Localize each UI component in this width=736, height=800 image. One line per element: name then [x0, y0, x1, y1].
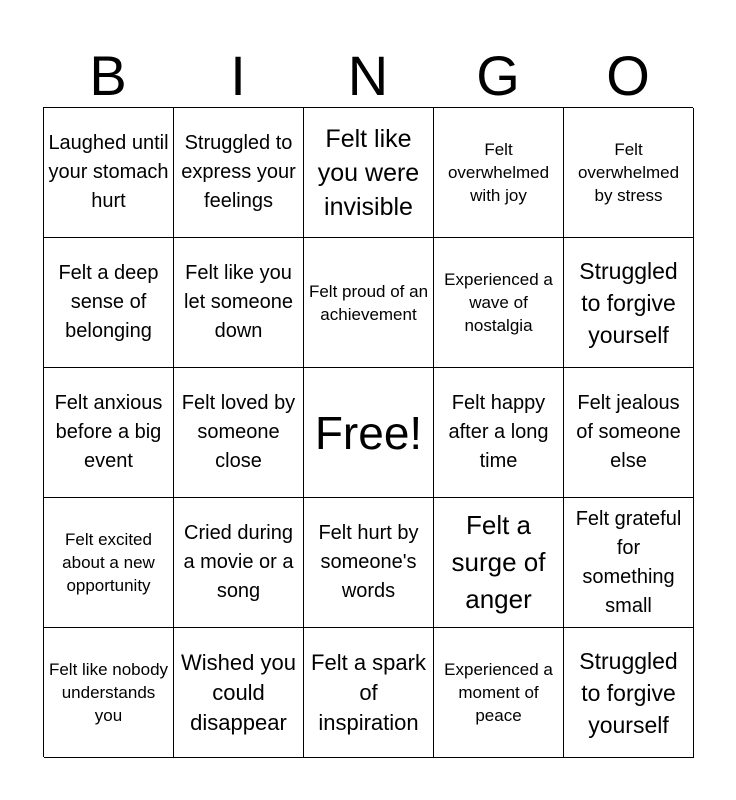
header-letter-o: O	[606, 44, 650, 107]
bingo-cell[interactable]	[44, 238, 174, 368]
bingo-cell[interactable]	[564, 238, 694, 368]
bingo-cell-text: Felt hurt by someone's words	[318, 522, 419, 602]
bingo-cell-text: Free!	[314, 406, 423, 459]
bingo-cell-text: Felt overwhelmed by stress	[577, 140, 680, 205]
bingo-cell[interactable]	[44, 368, 174, 498]
bingo-cell-text: Laughed until your stomach hurt	[48, 132, 169, 212]
bingo-cell-text: Felt a surge of anger	[451, 510, 546, 614]
bingo-cell[interactable]	[304, 238, 434, 368]
bingo-cell[interactable]	[174, 108, 304, 238]
header-letter-n: N	[347, 44, 389, 107]
bingo-cell[interactable]	[304, 628, 434, 758]
header-letter-g: G	[476, 44, 520, 107]
bingo-cell-text: Felt happy after a long time	[448, 392, 549, 472]
bingo-cell[interactable]	[564, 368, 694, 498]
bingo-cell[interactable]	[434, 628, 564, 758]
bingo-cell[interactable]	[174, 628, 304, 758]
bingo-cell-text: Felt jealous of someone else	[576, 392, 681, 472]
bingo-cell[interactable]	[564, 498, 694, 628]
bingo-cell-text: Felt grateful for something small	[575, 507, 682, 617]
bingo-cell-text: Felt anxious before a big event	[54, 392, 163, 472]
bingo-cell[interactable]	[44, 108, 174, 238]
bingo-cell-text: Experienced a wave of nostalgia	[444, 270, 553, 335]
bingo-cell[interactable]	[434, 108, 564, 238]
header-letter-b: B	[89, 44, 127, 107]
bingo-cell[interactable]	[304, 108, 434, 238]
bingo-cell-text: Felt proud of an achievement	[308, 281, 429, 324]
bingo-cell[interactable]	[434, 238, 564, 368]
bingo-cell-text: Felt a deep sense of belonging	[58, 262, 159, 342]
bingo-cell-text: Felt excited about a new opportunity	[62, 530, 155, 595]
bingo-cell[interactable]	[44, 498, 174, 628]
bingo-cell[interactable]	[564, 108, 694, 238]
bingo-cell[interactable]	[434, 368, 564, 498]
free-space-cell[interactable]	[304, 368, 434, 498]
bingo-grid	[43, 107, 693, 757]
bingo-cell-text: Felt a spark of inspiration	[311, 649, 426, 735]
bingo-cell[interactable]	[434, 498, 564, 628]
bingo-cell[interactable]	[44, 628, 174, 758]
bingo-cell[interactable]	[564, 628, 694, 758]
bingo-cell-text: Felt loved by someone close	[181, 392, 296, 472]
bingo-cell[interactable]	[174, 238, 304, 368]
bingo-cell-text: Experienced a moment of peace	[444, 660, 553, 725]
bingo-header	[43, 44, 693, 108]
bingo-cell-text: Cried during a movie or a song	[183, 522, 294, 602]
bingo-cell-text: Felt like nobody understands you	[48, 660, 169, 725]
bingo-cell-text: Wished you could disappear	[181, 649, 296, 735]
bingo-cell-text: Felt overwhelmed with joy	[447, 140, 550, 205]
bingo-cell[interactable]	[304, 498, 434, 628]
bingo-cell-text: Struggled to express your feelings	[181, 132, 296, 212]
bingo-cell-text: Struggled to forgive yourself	[579, 647, 678, 738]
bingo-cell-text: Struggled to forgive yourself	[579, 257, 678, 348]
bingo-cell[interactable]	[174, 498, 304, 628]
bingo-cell[interactable]	[174, 368, 304, 498]
header-letter-i: I	[230, 44, 246, 107]
bingo-cell-text: Felt like you were invisible	[317, 124, 420, 221]
bingo-cell-text: Felt like you let someone down	[184, 262, 293, 342]
